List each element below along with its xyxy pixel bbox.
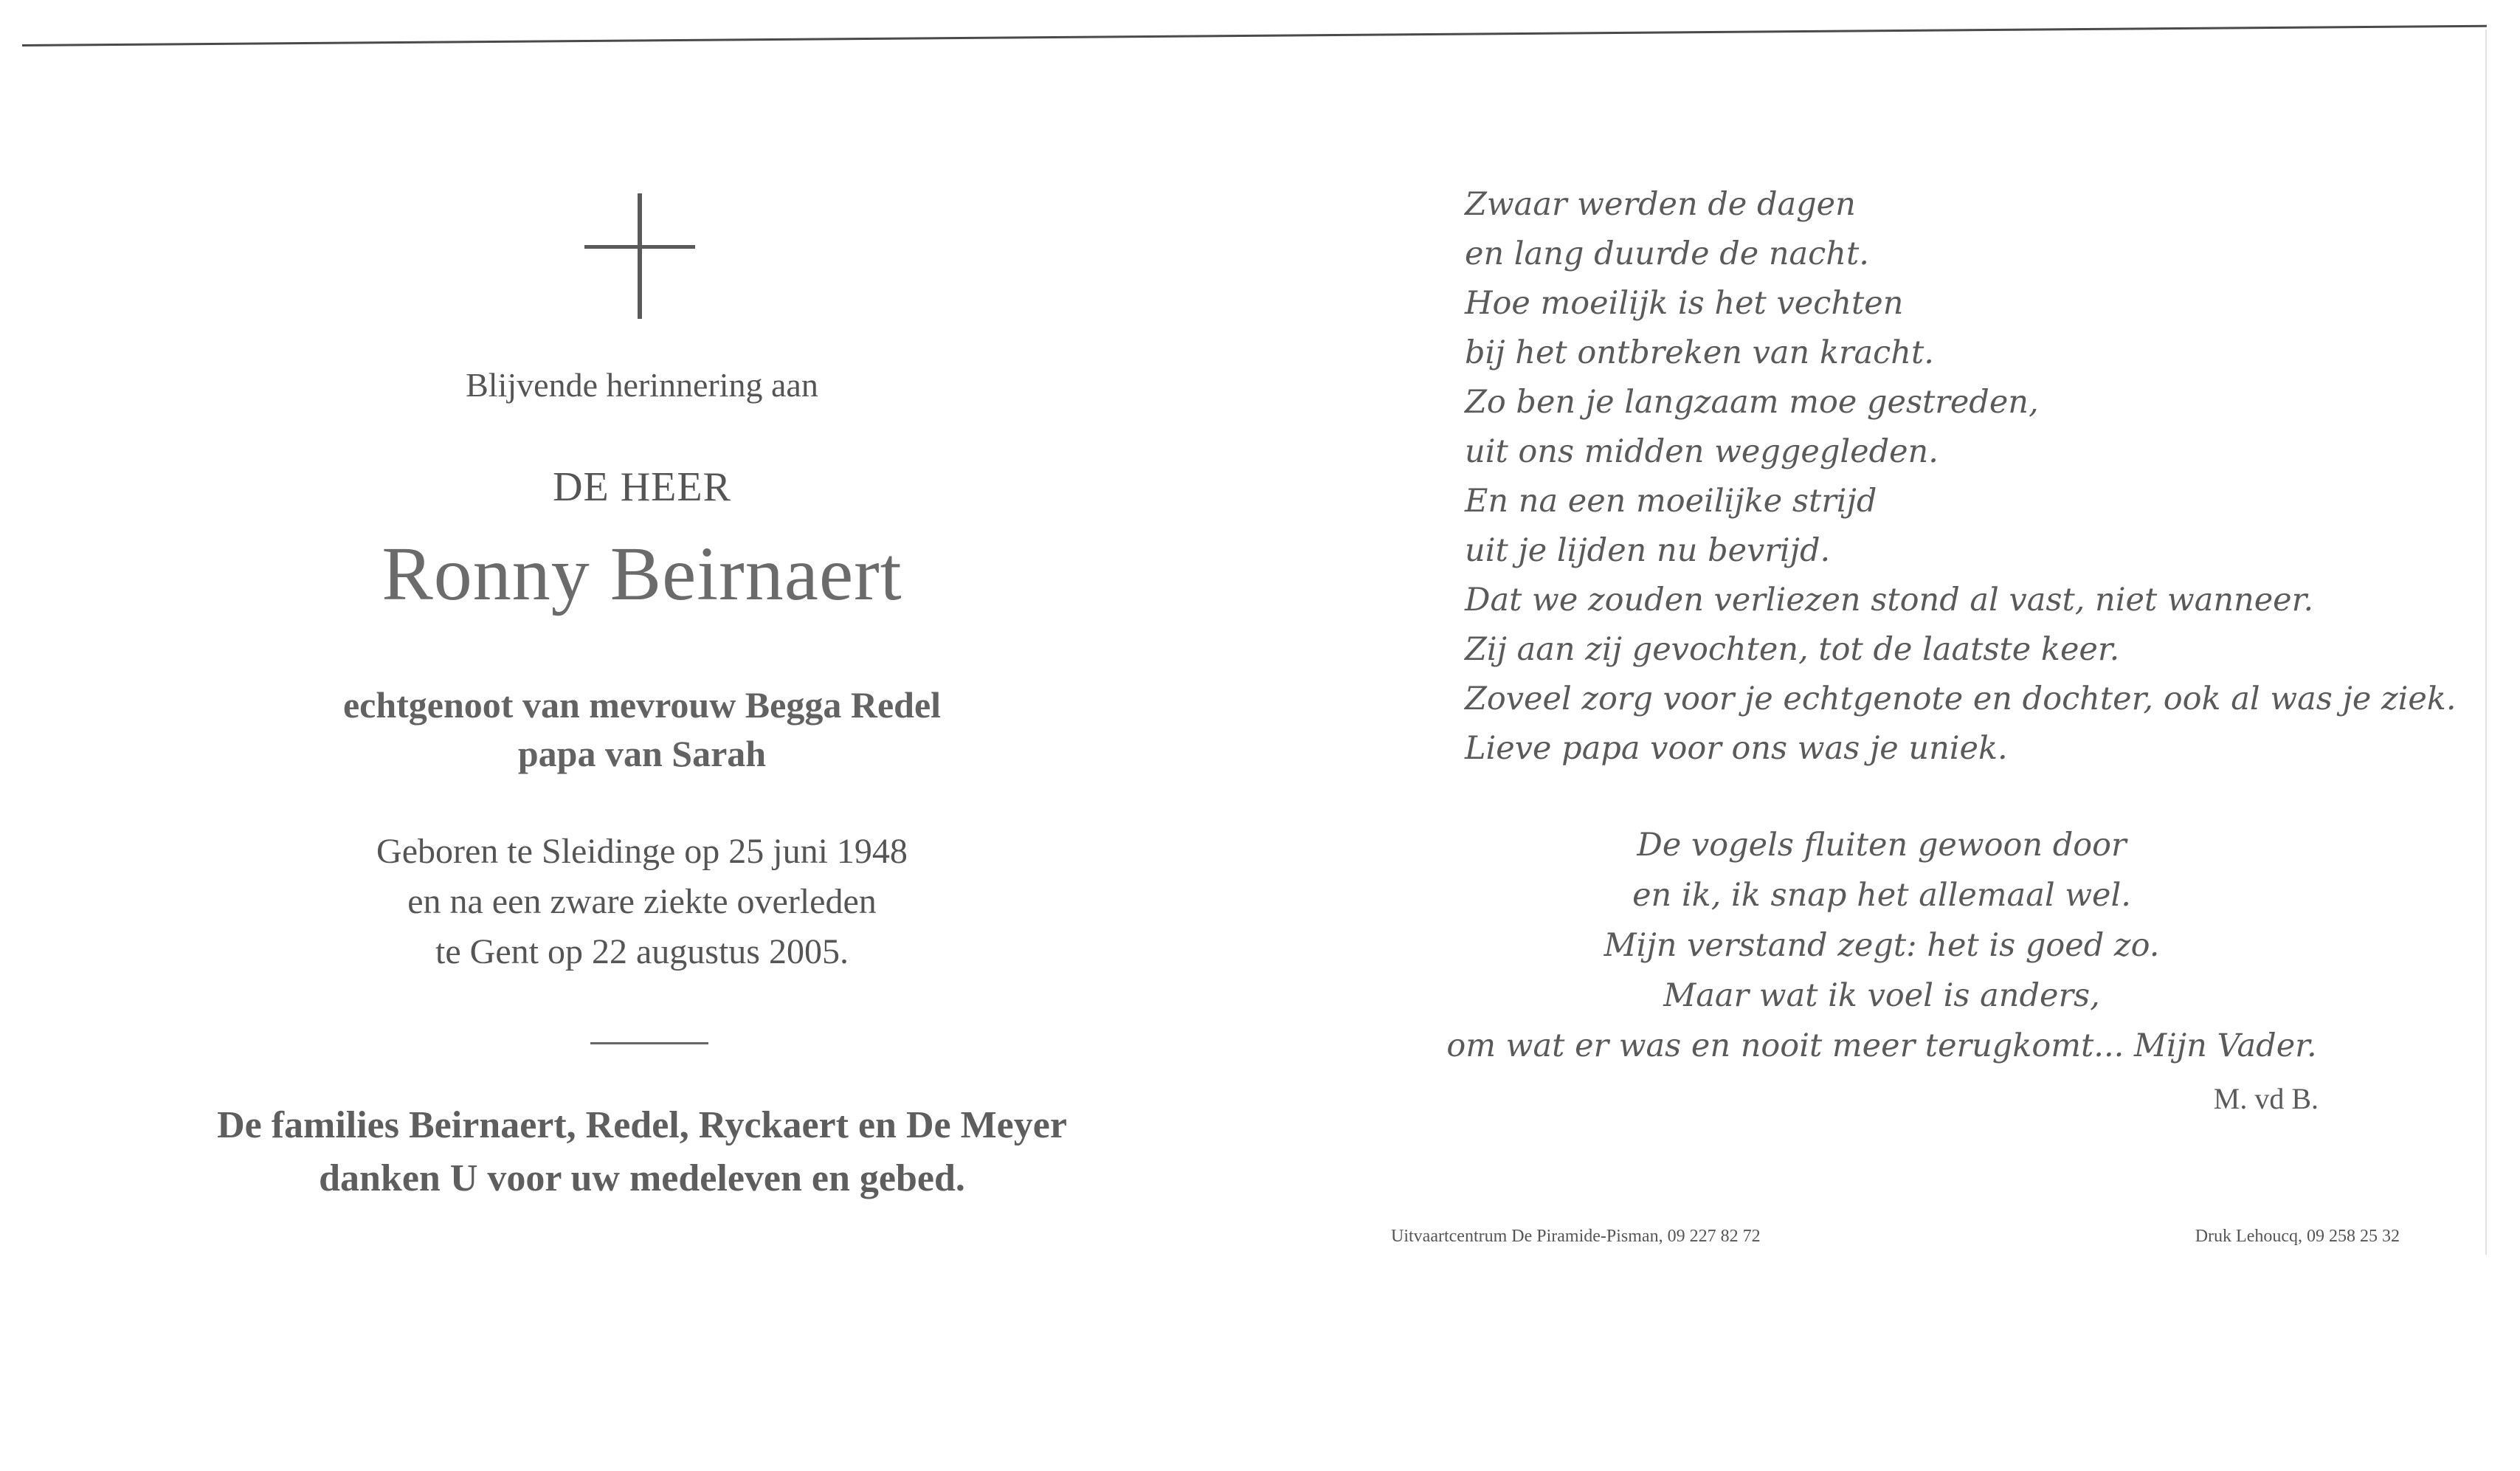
memorial-left-panel xyxy=(133,0,1151,1329)
verse-line: om wat er was en nooit meer terugkomt... Mijn Vader. xyxy=(1446,1027,2317,1064)
printer-credit: Druk Lehoucq, 09 258 25 32 xyxy=(2195,1227,2400,1246)
poem-line: uit ons midden weggegleden. xyxy=(1465,433,1939,470)
poem-line: uit je lijden nu bevrijd. xyxy=(1465,532,1831,569)
intro-text: Blijvende herinnering aan xyxy=(466,366,818,404)
death-line-2: te Gent op 22 augustus 2005. xyxy=(435,932,849,971)
cross-icon xyxy=(584,193,695,319)
poem-line: bij het ontbreken van kracht. xyxy=(1465,334,1934,371)
funeral-home-credit: Uitvaartcentrum De Piramide-Pisman, 09 227 82 72 xyxy=(1391,1227,1761,1246)
poem-line: Hoe moeilijk is het vechten xyxy=(1465,285,1904,322)
poem-signature: M. vd B. xyxy=(2213,1082,2319,1115)
memorial-right-panel xyxy=(1328,0,2457,1329)
deceased-name: Ronny Beirnaert xyxy=(382,531,902,616)
card-right-edge xyxy=(2485,30,2487,1255)
relation-child: papa van Sarah xyxy=(517,733,767,774)
death-line-1: en na een zware ziekte overleden xyxy=(407,882,877,921)
thanks-line-1: De families Beirnaert, Redel, Ryckaert en De Meyer xyxy=(217,1104,1067,1146)
poem-line: En na een moeilijke strijd xyxy=(1465,483,1877,520)
poem-line: Lieve papa voor ons was je uniek. xyxy=(1465,730,2008,767)
thanks-line-2: danken U voor uw medeleven en gebed. xyxy=(319,1157,965,1199)
verse-line: Maar wat ik voel is anders, xyxy=(1663,977,2100,1014)
poem-line: en lang duurde de nacht. xyxy=(1465,235,1869,272)
relation-spouse: echtgenoot van mevrouw Begga Redel xyxy=(342,684,942,726)
poem-line: Zwaar werden de dagen xyxy=(1465,186,1856,223)
divider xyxy=(590,1042,708,1044)
verse-line: Mijn verstand zegt: het is goed zo. xyxy=(1604,927,2160,964)
poem-line: Zij aan zij gevochten, tot de laatste keer. xyxy=(1465,631,2120,668)
poem-line: Zo ben je langzaam moe gestreden, xyxy=(1465,384,2039,421)
poem-line: Dat we zouden verliezen stond al vast, niet wanneer. xyxy=(1465,582,2314,619)
poem-line: Zoveel zorg voor je echtgenote en dochter, ook al was je ziek. xyxy=(1465,681,2457,717)
verse-line: De vogels fluiten gewoon door xyxy=(1637,827,2127,864)
verse-line: en ik, ik snap het allemaal wel. xyxy=(1632,877,2131,914)
birth-line: Geboren te Sleidinge op 25 juni 1948 xyxy=(376,832,908,871)
honorific: DE HEER xyxy=(553,464,731,510)
